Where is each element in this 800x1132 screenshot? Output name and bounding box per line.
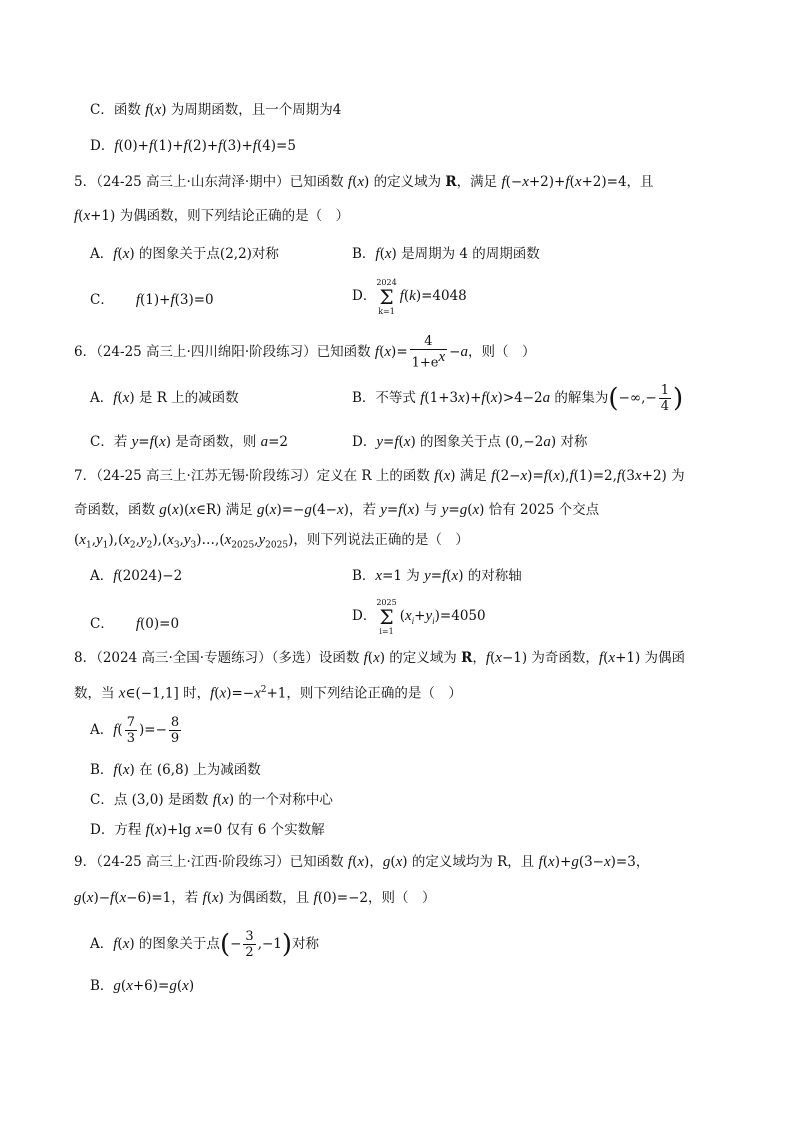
q7-option-b: B．x=1 为 y=f(x) 的对称轴 (352, 568, 522, 584)
fraction: $\frac{8}{9}$ (170, 715, 180, 746)
fraction: $\frac{7}{3}$ (126, 715, 135, 746)
q7-stem-cont: 奇函数，函数 g(x)(x∈R) 满足 g(x)=−g(4−x)，若 y=f(x) 与 y=g(x) 恰有 2025 个交点 (74, 502, 600, 518)
q6-option-d: D．y=f(x) 的图象关于点 (0,−2a) 对称 (352, 434, 588, 450)
q8-option-c: C．点 (3,0) 是函数 f(x) 的一个对称中心 (90, 792, 333, 808)
q9-option-a: A．f(x) 的图象关于点(− $\frac{3}{2}$ ,−1)对称 (90, 929, 320, 960)
fraction: $\frac{3}{2}$ (245, 929, 254, 960)
q9-stem-cont: g(x)−f(x−6)=1，若 f(x) 为偶函数，且 f(0)=−2，则（ ） (74, 890, 436, 906)
q9-option-b: B．g(x+6)=g(x) (90, 978, 195, 994)
q8-stem: 8．（2024 高三·全国·专题练习）（多选）设函数 f(x) 的定义域为 R，f(x−1) 为奇函数，f(x+1) 为偶函 (74, 650, 686, 666)
q8-stem-cont: 数，当 x∈(−1,1] 时，$f(x)=-x^2+1$，则下列结论正确的是（ ） (74, 685, 462, 702)
q5-option-a: A．f(x) 的图象关于点(2,2)对称 (90, 246, 279, 262)
q5-stem: 5．（24-25 高三上·山东菏泽·期中）已知函数 f(x) 的定义域为 R，满足 f(−x+2)+f(x+2)=4，且 (74, 174, 654, 190)
q8-option-b: B．f(x) 在 (6,8) 上为减函数 (90, 762, 261, 778)
q6-option-c: C．若 y=f(x) 是奇函数，则 a=2 (90, 434, 288, 450)
q7-stem-points: $(x_1,y_1),(x_2,y_2),(x_3,y_3)\dots,(x_{2025},y_{2025})$，则下列说法正确的是（ ） (74, 532, 469, 551)
q4-option-d: D．f(0)+f(1)+f(2)+f(3)+f(4)=5 (90, 138, 296, 154)
q9-stem: 9．（24-25 高三上·江西·阶段练习）已知函数 f(x)，g(x) 的定义域均为 R，且 f(x)+g(3−x)=3， (74, 854, 650, 870)
q7-option-c: C． f(0)=0 (90, 616, 180, 632)
q5-stem-cont: f(x+1) 为偶函数，则下列结论正确的是（ ） (74, 208, 350, 224)
q8-option-d: D．方程 f(x)+lg x=0 仅有 6 个实数解 (90, 822, 325, 838)
q5-option-c: C． f(1)+f(3)=0 (90, 292, 214, 308)
q5-option-d: D． 2024 Σ k=1 f(k)=4048 (352, 277, 467, 316)
q6-option-b: B．不等式 f(1+3x)+f(x)>4−2a 的解集为(−∞,− $\frac{1}{4}$ ) (352, 383, 684, 414)
fraction: $\frac{1}{4}$ (660, 383, 670, 414)
q7-option-d: D． 2025 Σ i=1 $(x_i+y_i)=4050$ (352, 597, 486, 636)
summation-symbol: 2024 Σ k=1 (376, 277, 397, 316)
fraction: $\frac{4}{1+e^x}$ (411, 334, 446, 371)
q6-option-a: A．f(x) 是 R 上的减函数 (90, 390, 239, 406)
q4-option-c: C．函数 f(x) 为周期函数，且一个周期为4 (90, 102, 342, 118)
q6-stem: 6．（24-25 高三上·四川绵阳·阶段练习）已知函数 f(x)= $\frac{4}{1+e^x}$ −a，则（ ） (74, 334, 536, 371)
q7-stem: 7．（24-25 高三上·江苏无锡·阶段练习）定义在 R 上的函数 f(x) 满足 f(2−x)=f(x),f(1)=2,f(3x+2) 为 (74, 468, 685, 484)
summation-symbol: 2025 Σ i=1 (376, 597, 397, 636)
q5-option-b: B．f(x) 是周期为 4 的周期函数 (352, 246, 540, 262)
q7-option-a: A．f(2024)−2 (90, 568, 183, 584)
q8-option-a: A．f( $\frac{7}{3}$ )=− $\frac{8}{9}$ (90, 715, 180, 746)
